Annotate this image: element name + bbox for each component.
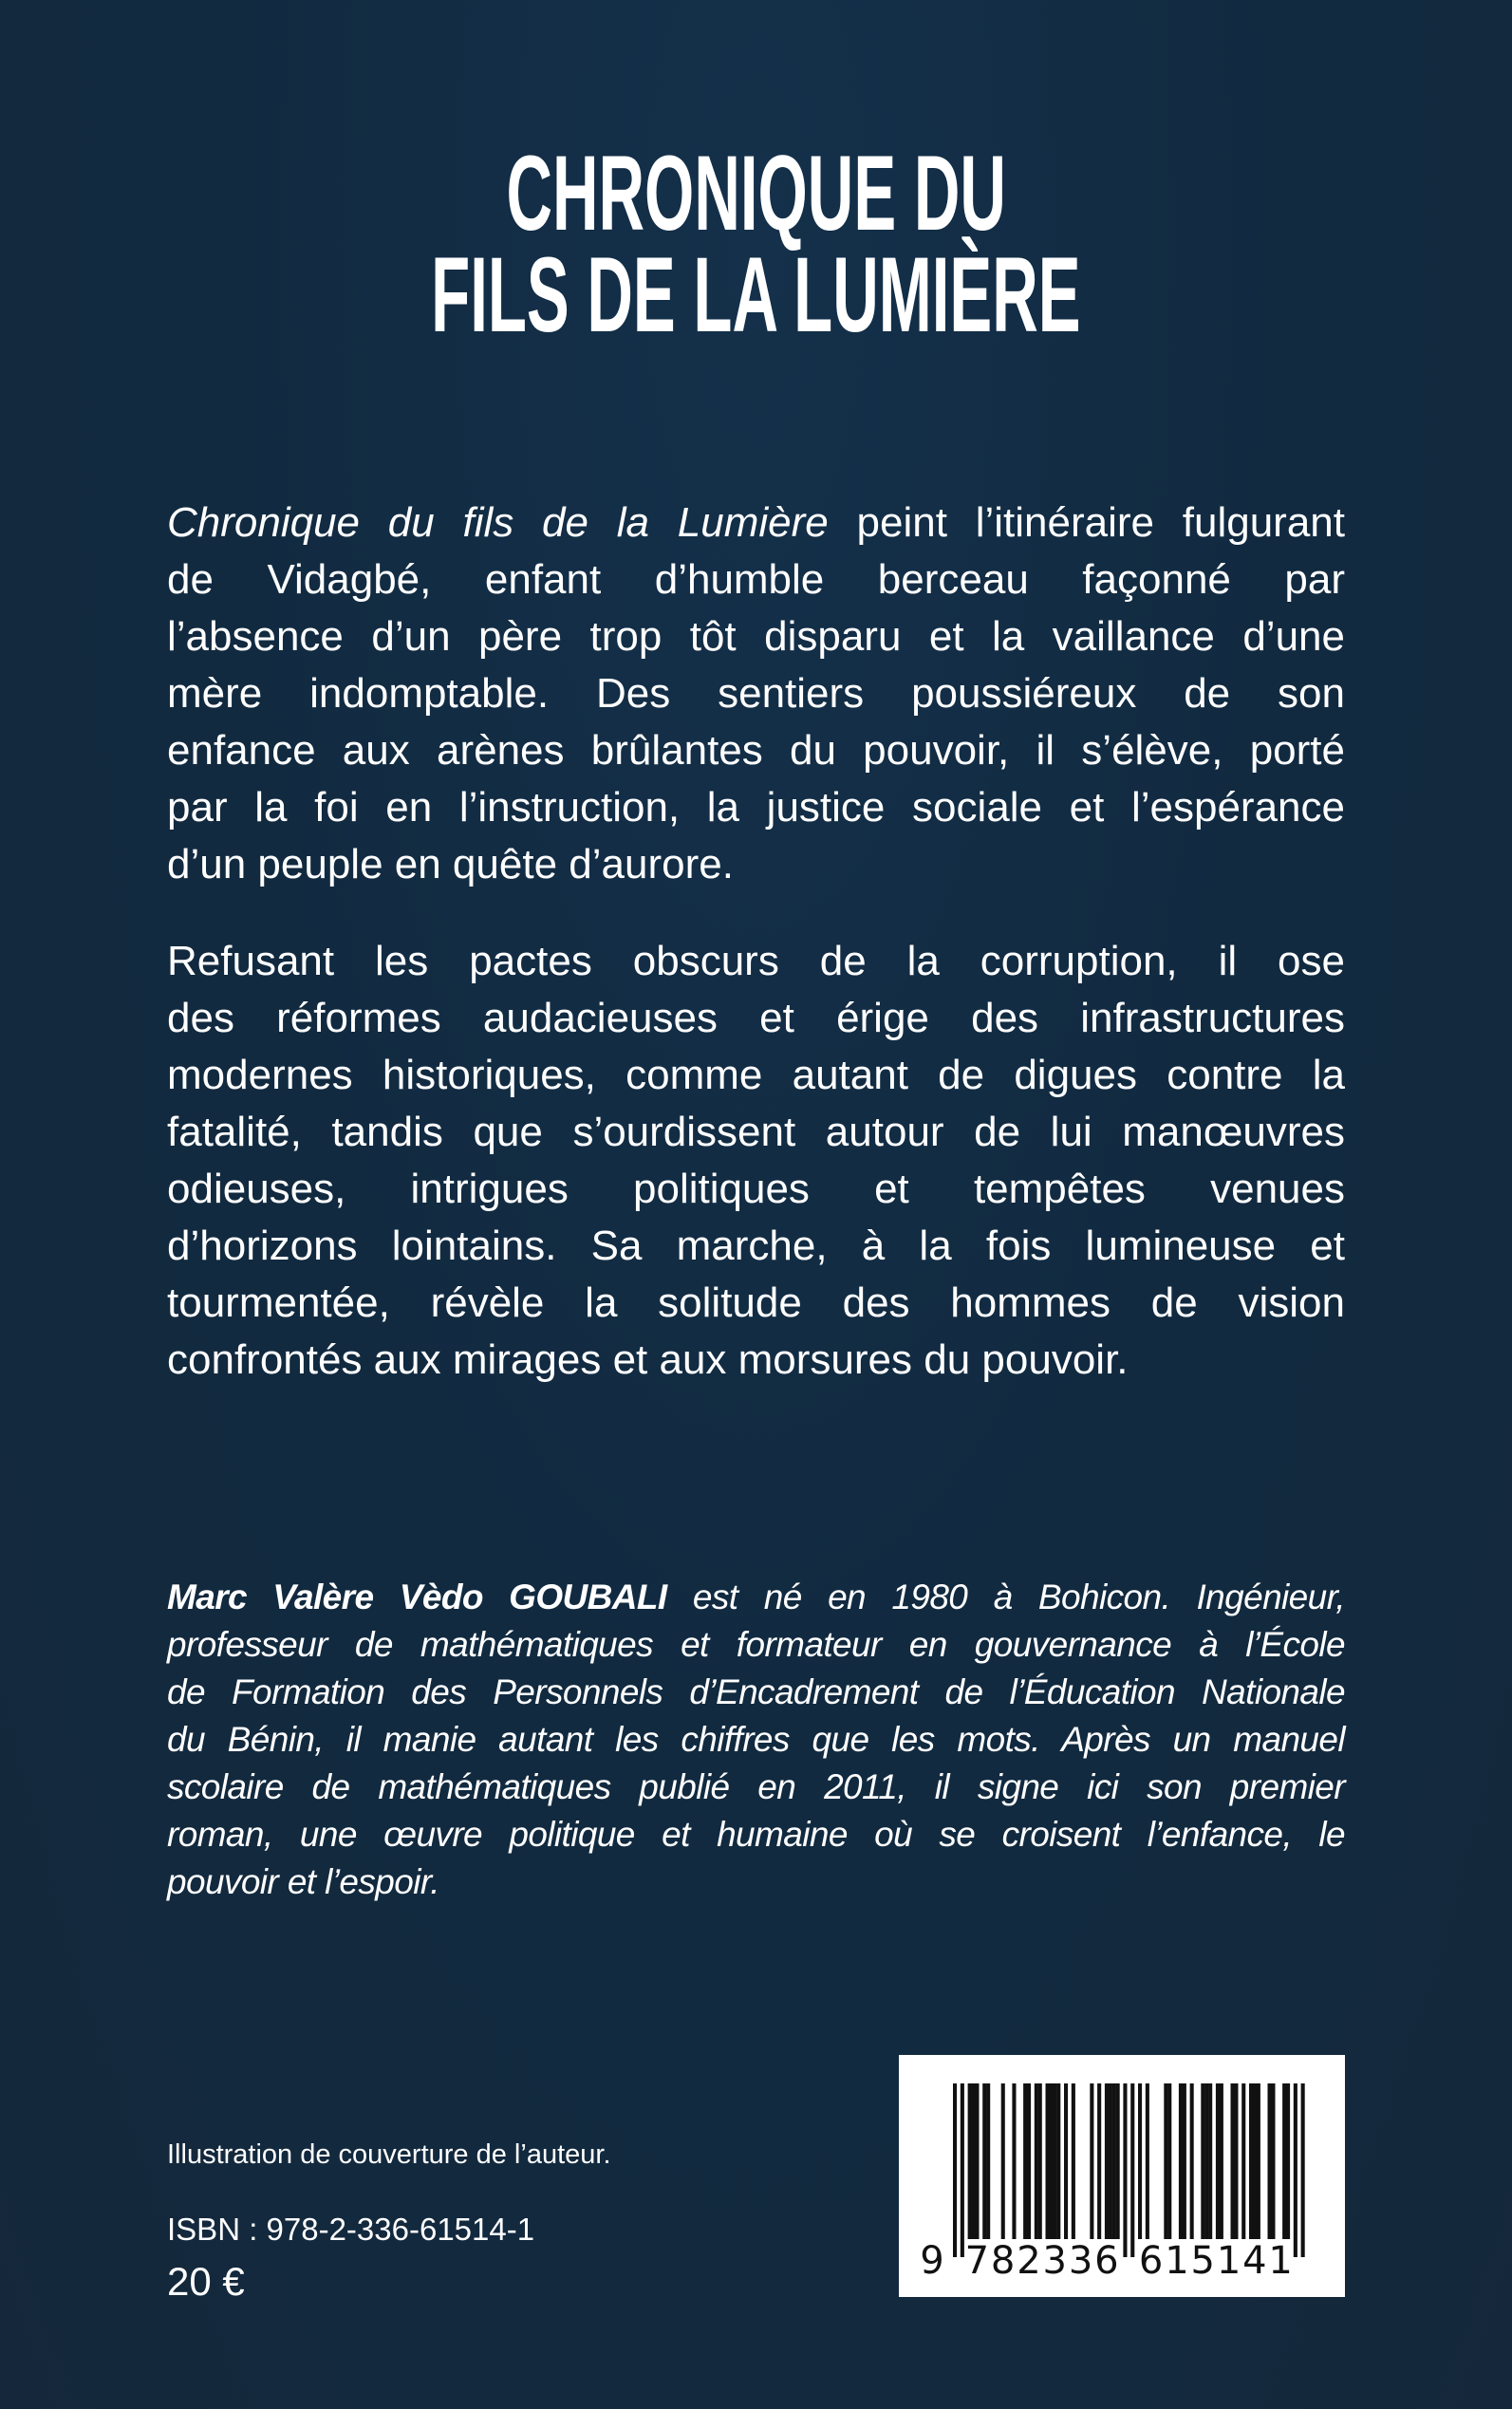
barcode-digit: 5	[1190, 2239, 1215, 2283]
barcode-bar	[1109, 2083, 1112, 2239]
synopsis-text: peint l’itinéraire fulgurant	[828, 499, 1345, 546]
barcode-graphic	[899, 2055, 1345, 2297]
barcode-digit: 4	[1242, 2239, 1267, 2283]
barcode-bar	[1268, 2083, 1272, 2239]
barcode-digit: 1	[1216, 2239, 1241, 2283]
text-line: de Vidagbé, enfant d’humble berceau façonné par	[167, 556, 1345, 603]
barcode-bar	[1138, 2083, 1142, 2239]
barcode-bar	[1179, 2083, 1183, 2239]
text-line: roman, une œuvre politique et humaine où se croisent l’enfance, le	[167, 1815, 1345, 1854]
barcode-bar	[1001, 2083, 1005, 2239]
barcode-bar	[1038, 2083, 1042, 2239]
barcode-bar	[1049, 2083, 1053, 2239]
barcode-digit: 6	[1094, 2239, 1119, 2283]
isbn-text: ISBN : 978-2-336-61514-1	[167, 2212, 535, 2247]
barcode-bar	[975, 2083, 979, 2239]
barcode-bar	[1012, 2083, 1016, 2239]
barcode-bar	[1056, 2083, 1060, 2239]
text-line: d’horizons lointains. Sa marche, à la fois lumineuse et	[167, 1223, 1345, 1269]
text-line: professeur de mathématiques et formateur en gouvernance à l’École	[167, 1625, 1345, 1664]
barcode-bar	[1027, 2083, 1031, 2239]
text-line: scolaire de mathématiques publié en 2011, il signe ici son premier	[167, 1767, 1345, 1806]
author-bio-text: est né en 1980 à Bohicon. Ingénieur,	[666, 1578, 1345, 1616]
title-text-2: FILS DE LA LUMIÈRE	[431, 235, 1081, 354]
barcode-bar	[1282, 2083, 1286, 2239]
barcode-digit: 3	[1042, 2239, 1067, 2283]
barcode-bar	[1023, 2083, 1027, 2239]
barcode-digit: 8	[990, 2239, 1016, 2283]
barcode-bar	[1249, 2083, 1253, 2239]
barcode-bar	[1105, 2083, 1109, 2239]
text-line: des réformes audacieuses et érige des infrastructures	[167, 995, 1345, 1041]
barcode-digit: 3	[1068, 2239, 1093, 2283]
author-name: Marc Valère Vèdo GOUBALI	[167, 1578, 667, 1616]
barcode-bar	[1164, 2083, 1167, 2239]
barcode-bar	[1035, 2083, 1038, 2239]
text-line: d’un peuple en quête d’aurore.	[167, 841, 734, 887]
barcode-bar	[1216, 2083, 1220, 2239]
author-bio	[167, 1574, 1345, 1906]
barcode-bar	[1190, 2083, 1194, 2239]
barcode-bar	[972, 2083, 976, 2239]
text-line: odieuses, intrigues politiques et tempêtes venues	[167, 1166, 1345, 1212]
book-title-line-1	[0, 134, 1512, 252]
barcode-digit: 2	[1017, 2239, 1041, 2283]
synopsis-paragraph-1	[167, 495, 1345, 893]
barcode-bar	[1208, 2083, 1212, 2239]
text-line: par la foi en l’instruction, la justice sociale et l’espérance	[167, 784, 1345, 831]
barcode-bar	[1286, 2083, 1290, 2239]
barcode-bar	[1220, 2083, 1223, 2239]
barcode-bar	[1123, 2083, 1127, 2257]
barcode-bar	[1146, 2083, 1149, 2239]
title-text-1: CHRONIQUE DU	[506, 134, 1006, 252]
text-line: fatalité, tandis que s’ourdissent autour de lui manœuvres	[167, 1109, 1345, 1155]
barcode-digit: 6	[1138, 2239, 1164, 2283]
barcode-bar	[1116, 2083, 1120, 2239]
synopsis-paragraph-2	[167, 933, 1345, 1389]
barcode-digit: 9	[920, 2239, 944, 2283]
text-line: mère indomptable. Des sentiers poussiéreux de son	[167, 670, 1345, 717]
barcode-digit: 1	[1165, 2239, 1189, 2283]
barcode-bar	[961, 2083, 964, 2257]
barcode-bar	[1204, 2083, 1208, 2239]
barcode-bar	[1130, 2083, 1134, 2257]
price: 20 €	[167, 2259, 245, 2304]
barcode-bar	[1271, 2083, 1275, 2239]
text-line: de Formation des Personnels d’Encadrement de l’Éducation Nationale	[167, 1672, 1345, 1711]
barcode-bar	[1253, 2083, 1257, 2239]
barcode-bar	[1112, 2083, 1116, 2239]
text-line: enfance aux arènes brûlantes du pouvoir, il s’élève, porté	[167, 727, 1345, 774]
text-line: pouvoir et l’espoir.	[167, 1862, 439, 1901]
barcode-bar	[1053, 2083, 1056, 2239]
barcode-digit: 7	[964, 2239, 990, 2283]
barcode-bar	[982, 2083, 986, 2239]
barcode-bar	[1301, 2083, 1305, 2257]
barcode-bar	[1257, 2083, 1260, 2239]
barcode-bar	[1183, 2083, 1186, 2239]
illustration-credit: Illustration de couverture de l’auteur.	[167, 2139, 611, 2170]
barcode-bar	[953, 2083, 957, 2257]
barcode-bar	[986, 2083, 990, 2239]
barcode-bar	[1097, 2083, 1101, 2239]
barcode-bar	[1167, 2083, 1171, 2239]
barcode-bar	[1201, 2083, 1204, 2239]
barcode-digit: 1	[1268, 2239, 1293, 2283]
barcode-bar	[1234, 2083, 1238, 2239]
book-title-italic: Chronique du fils de la Lumière	[167, 499, 829, 546]
text-line: tourmentée, révèle la solitude des hommes de vision	[167, 1279, 1345, 1326]
barcode-bar	[1064, 2083, 1068, 2239]
synopsis-line	[167, 495, 1345, 551]
barcode-bar	[1231, 2083, 1235, 2239]
barcode-bar	[1294, 2083, 1297, 2257]
barcode-bar	[1046, 2083, 1050, 2239]
text-line: modernes historiques, comme autant de digues contre la	[167, 1052, 1345, 1098]
text-line: Refusant les pactes obscurs de la corruption, il ose	[167, 938, 1345, 984]
text-line: confrontés aux mirages et aux morsures du pouvoir.	[167, 1336, 1129, 1383]
isbn-barcode	[899, 2055, 1345, 2297]
barcode-bar	[1072, 2083, 1075, 2239]
barcode-bar	[968, 2083, 972, 2239]
author-bio-line	[167, 1574, 1345, 1621]
barcode-bar	[1241, 2083, 1245, 2239]
book-title-line-2	[0, 235, 1512, 354]
text-line: du Bénin, il manie autant les chiffres que les mots. Après un manuel	[167, 1720, 1345, 1759]
barcode-bar	[1090, 2083, 1093, 2239]
text-line: l’absence d’un père trop tôt disparu et la vaillance d’une	[167, 613, 1345, 660]
